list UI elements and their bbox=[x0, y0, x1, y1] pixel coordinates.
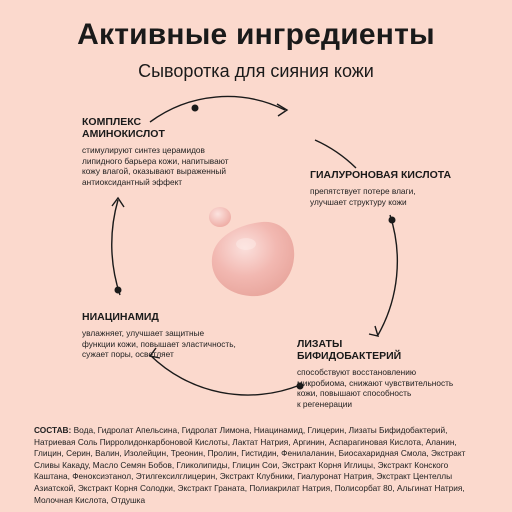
ingredient-amino-acids bbox=[82, 116, 257, 187]
cycle-arc-right-top bbox=[315, 140, 356, 168]
composition-label: СОСТАВ: bbox=[34, 425, 72, 435]
serum-drop-small bbox=[209, 207, 231, 227]
cycle-dot bbox=[192, 105, 199, 112]
ingredient-title: ЛИЗАТЫ БИФИДОБАКТЕРИЙ bbox=[297, 338, 402, 362]
ingredient-description: стимулируют синтез церамидов липидного барьера кожи, напитывают кожу влагой, оказывают выраженный антиоксидантный эффект bbox=[82, 145, 229, 187]
ingredient-title: КОМПЛЕКС АМИНОКИСЛОТ bbox=[82, 116, 165, 140]
serum-drop-large bbox=[212, 222, 294, 296]
cycle-arc-bottom bbox=[150, 355, 300, 395]
page-title: Активные ингредиенты bbox=[77, 18, 435, 51]
page-subtitle: Сыворотка для сияния кожи bbox=[138, 61, 374, 81]
cycle-arc-right bbox=[378, 215, 397, 335]
ingredient-title: НИАЦИНАМИД bbox=[82, 311, 159, 323]
ingredient-title: ГИАЛУРОНОВАЯ КИСЛОТА bbox=[310, 169, 452, 181]
ingredient-description: увлажняет, улучшает защитные функции кожи, повышает эластичность, сужает поры, осветляет bbox=[82, 328, 236, 359]
ingredient-niacinamide bbox=[82, 311, 262, 360]
cycle-dot bbox=[389, 217, 396, 224]
cycle-arrowhead bbox=[369, 326, 378, 336]
ingredient-bifidobacteria-lysates bbox=[297, 338, 482, 409]
composition-list: Вода, Гидролат Апельсина, Гидролат Лимона, Ниацинамид, Глицерин, Лизаты Бифидобактерий, Натриевая Соль Пирролидонкарбоновой Кислоты, Лактат Натрия, Аргинин, Аспарагиновая Кислота, Аланин, Глицин, Серин, Валин, Изолейцин, Треонин, Пролин, Гистидин, Фенилаланин, Биосахаридная Смола, Экстракт Сливы Какаду, Масло Семян Бобов, Гликолипиды, Глицин Сои, Экстракт Корня Иглицы, Экстракт Конского Каштана, Феноксиэтанол, Этилгексилглицерин, Экстракт Клубники, Гиалуронат Натрия, Экстракт Центеллы Азиатской, Экстракт Корня Солодки, Экстракт Граната, Полиакрилат Натрия, Полисорбат 80, Альгинат Натрия, Молочная Кислота, Отдушка bbox=[34, 425, 466, 505]
serum-drop-highlight bbox=[236, 238, 256, 250]
ingredient-description: способствуют восстановлению микробиома, снижают чувствительность кожи, повышают способность к регенерации bbox=[297, 367, 454, 409]
ingredient-description: препятствует потере влаги, улучшает структуру кожи bbox=[310, 186, 416, 207]
cycle-arrowhead bbox=[277, 104, 287, 116]
cycle-arc-left bbox=[112, 200, 120, 295]
ingredient-hyaluronic-acid bbox=[310, 169, 490, 207]
composition-text bbox=[34, 425, 484, 506]
cycle-dot bbox=[115, 287, 122, 294]
